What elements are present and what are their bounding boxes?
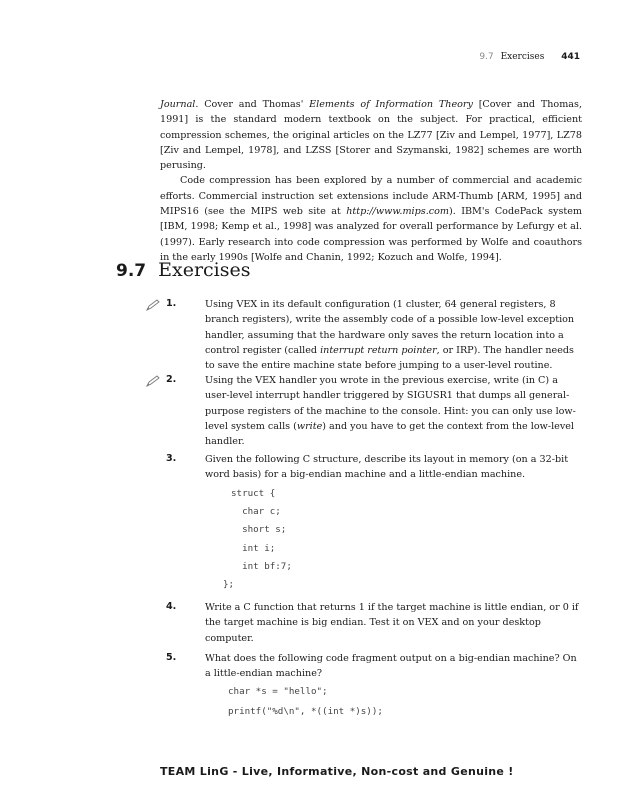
- mips-url: http://www.mips.com: [346, 206, 449, 218]
- section-heading: [116, 259, 251, 281]
- running-head-section-number: 9.7: [479, 52, 494, 62]
- code-line: int bf:7;: [231, 561, 292, 572]
- code-line: printf("%d\n", *((int *)s));: [228, 706, 383, 717]
- code-line: char *s = "hello";: [228, 686, 328, 697]
- intro-paragraph-1: Journal. Cover and Thomas' Elements of Information Theory [Cover and Thomas, 1991] is the standard modern textbook on the subject. For practical, efficient compression schemes, the original articles on the LZ77 [Ziv and Lempel, 1977], LZ78 [Ziv and Lempel, 1978], and LZSS [Storer and Szymanski, 1982] schemes are worth perusing.: [160, 99, 582, 172]
- code-line: };: [223, 579, 235, 590]
- journal-italic: Journal: [160, 99, 196, 110]
- pencil-marker-icon: [146, 299, 160, 311]
- section-number: 9.7: [116, 261, 147, 281]
- exercise-number: 2.: [166, 374, 177, 385]
- exercise-number: 3.: [166, 453, 177, 464]
- section-title: Exercises: [158, 259, 251, 281]
- exercise-4-text: Write a C function that returns 1 if the target machine is little endian, or 0 if the target machine is big endian. Test it on VEX and on your desktop computer.: [205, 602, 579, 644]
- exercise-5-text: What does the following code fragment output on a big-endian machine? On a little-endian machine?: [205, 653, 577, 680]
- code-line: short s;: [231, 524, 287, 535]
- pencil-marker-icon: [146, 375, 160, 387]
- exercise-3-text: Given the following C structure, describe its layout in memory (on a 32-bit word basis) for a big-endian machine and a little-endian machine.: [205, 454, 569, 481]
- code-line: struct {: [231, 488, 276, 499]
- exercise-number: 5.: [166, 652, 177, 663]
- running-head: [479, 52, 580, 62]
- intro-text: [160, 97, 582, 265]
- intro-paragraph-2: Code compression has been explored by a number of commercial and academic efforts. Commercial instruction set extensions include ARM-Thumb [ARM, 1995] and MIPS16 (see the MIPS web site at http://www.mips.com). IBM's CodePack system [IBM, 1998; Kemp et al., 1998] was analyzed for overall performance by Lefurgy et al. (1997). Early research into code compression was performed by Wolfe and coauthors in the early 1990s [Wolfe and Chanin, 1992; Kozuch and Wolfe, 1994].: [160, 175, 582, 263]
- footer-banner: TEAM LinG - Live, Informative, Non-cost and Genuine !: [160, 765, 514, 778]
- exercise-1-text: Using VEX in its default configuration (1 cluster, 64 general registers, 8 branch registers), write the assembly code of a possible low-level exception handler, assuming that the hardware only saves the return location into a control register (called interrupt return pointer, or IRP). The handler needs to save the entire machine state before jumping to a user-level routine.: [205, 299, 575, 372]
- exercise-2-text: Using the VEX handler you wrote in the previous exercise, write (in C) a user-level interrupt handler triggered by SIGUSR1 that dumps all general-purpose registers of the machine to the console. Hint: you can only use low-level system calls (write) and you have to get the context from the low-level handler.: [205, 375, 576, 448]
- code-line: int i;: [231, 543, 276, 554]
- running-head-section-title: Exercises: [500, 52, 545, 62]
- exercise-number: 1.: [166, 298, 177, 309]
- code-line: char c;: [231, 506, 281, 517]
- book-title: Elements of Information Theory: [309, 99, 473, 110]
- page-number: 441: [561, 52, 580, 62]
- exercise-number: 4.: [166, 601, 177, 612]
